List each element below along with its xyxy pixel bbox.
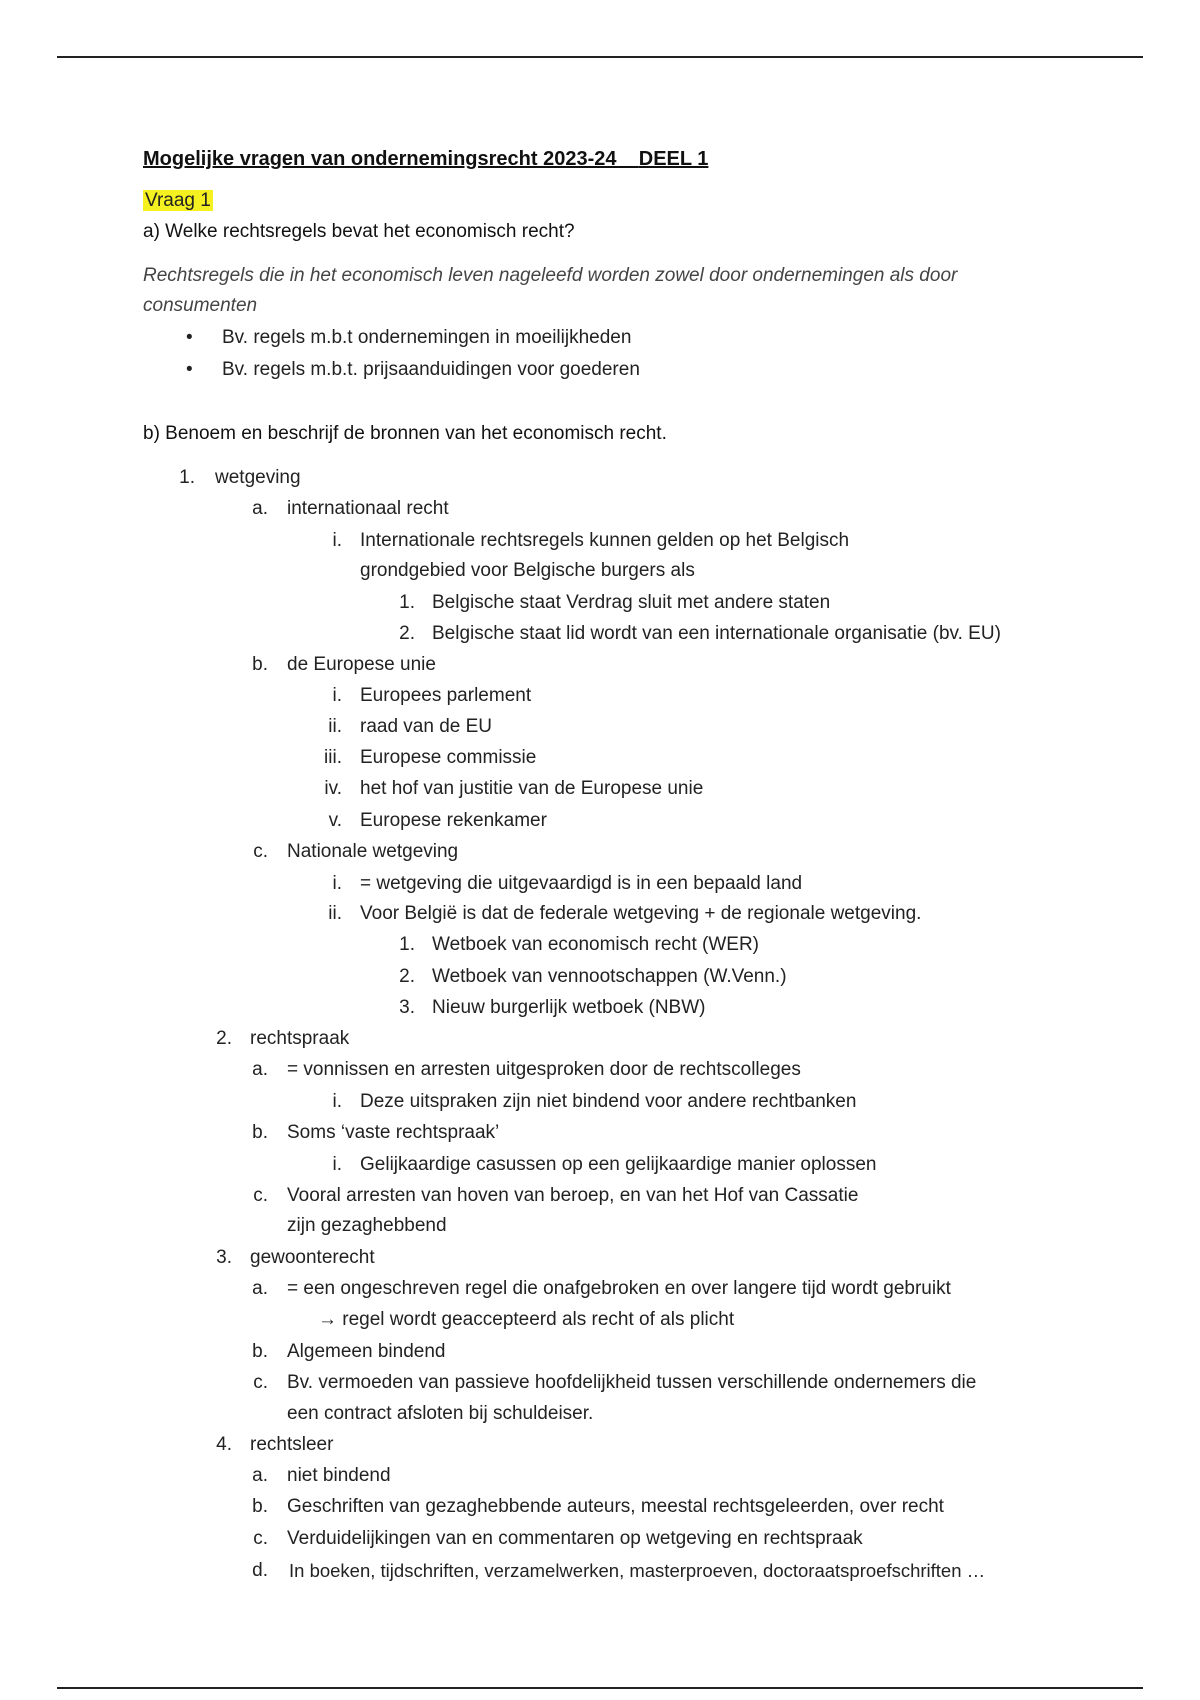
list-number: 1.	[399, 934, 415, 955]
list-item: Algemeen bindend	[287, 1341, 446, 1362]
list-item: de Europese unie	[287, 654, 436, 675]
list-item: Europese rekenkamer	[360, 810, 547, 831]
list-roman: i.	[332, 1154, 342, 1175]
list-item: Vooral arresten van hoven van beroep, en van het Hof van Cassatie	[287, 1185, 859, 1206]
list-letter: a.	[252, 1059, 268, 1080]
source-rechtspraak: rechtspraak	[250, 1028, 350, 1049]
list-item: niet bindend	[287, 1465, 391, 1486]
vraag-label	[143, 189, 213, 213]
list-number: 3.	[399, 997, 415, 1018]
list-letter: a.	[252, 498, 268, 519]
list-item: = vonnissen en arresten uitgesproken door de rechtscolleges	[287, 1059, 801, 1080]
list-item: Nieuw burgerlijk wetboek (NBW)	[432, 997, 706, 1018]
list-roman: ii.	[328, 716, 342, 737]
list-item: Belgische staat Verdrag sluit met andere staten	[432, 592, 831, 613]
list-letter: b.	[252, 1341, 268, 1362]
list-roman: i.	[332, 685, 342, 706]
bullet-icon: •	[186, 359, 193, 380]
list-letter: c.	[253, 841, 268, 862]
list-roman: i.	[332, 1091, 342, 1112]
list-item: Verduidelijkingen van en commentaren op wetgeving en rechtspraak	[287, 1528, 863, 1549]
list-letter: b.	[252, 1122, 268, 1143]
list-roman: iii.	[324, 747, 342, 768]
list-item: Europees parlement	[360, 685, 532, 706]
list-item: Wetboek van economisch recht (WER)	[432, 934, 759, 955]
bullet-icon: •	[186, 327, 193, 348]
list-item: Deze uitspraken zijn niet bindend voor andere rechtbanken	[360, 1091, 857, 1112]
source-wetgeving: wetgeving	[215, 467, 301, 488]
list-letter: c.	[253, 1372, 268, 1393]
list-item-cont: grondgebied voor Belgische burgers als	[360, 560, 695, 581]
list-item: raad van de EU	[360, 716, 493, 737]
list-item: In boeken, tijdschriften, verzamelwerken, masterproeven, doctoraatsproefschriften …	[289, 1560, 986, 1581]
list-letter: a.	[252, 1278, 268, 1299]
list-item: Wetboek van vennootschappen (W.Venn.)	[432, 966, 787, 987]
question-b: b) Benoem en beschrijf de bronnen van het economisch recht.	[143, 423, 667, 444]
list-number: 4.	[216, 1434, 232, 1455]
arrow-line	[318, 1308, 734, 1332]
question-a: a) Welke rechtsregels bevat het economisch recht?	[143, 221, 575, 242]
list-roman: v.	[328, 810, 342, 831]
answer-a-line2: consumenten	[143, 295, 258, 316]
page-title	[143, 147, 708, 171]
list-item: = een ongeschreven regel die onafgebroken en over langere tijd wordt gebruikt	[287, 1278, 951, 1299]
list-item: het hof van justitie van de Europese unie	[360, 778, 704, 799]
list-number: 2.	[399, 623, 415, 644]
list-item: Europese commissie	[360, 747, 537, 768]
list-number: 2.	[399, 966, 415, 987]
arrow-text: regel wordt geaccepteerd als recht of als plicht	[342, 1309, 735, 1330]
list-number: 2.	[216, 1028, 232, 1049]
list-roman: iv.	[324, 778, 342, 799]
list-letter: b.	[252, 1496, 268, 1517]
list-item: Gelijkaardige casussen op een gelijkaardige manier oplossen	[360, 1154, 877, 1175]
list-item: Nationale wetgeving	[287, 841, 459, 862]
list-roman: i.	[332, 530, 342, 551]
list-item-cont: een contract afsloten bij schuldeiser.	[287, 1403, 594, 1424]
arrow-right-icon: →	[318, 1309, 337, 1330]
list-item: Soms ‘vaste rechtspraak’	[287, 1122, 500, 1143]
answer-a-line1: Rechtsregels die in het economisch leven nageleefd worden zowel door ondernemingen als door	[143, 265, 958, 286]
list-item: Belgische staat lid wordt van een internationale organisatie (bv. EU)	[432, 623, 1001, 644]
title-deel: DEEL 1	[638, 148, 709, 170]
bullet-item: Bv. regels m.b.t. prijsaanduidingen voor goederen	[222, 359, 640, 380]
list-letter: d.	[252, 1560, 268, 1581]
bullet-item: Bv. regels m.b.t ondernemingen in moeilijkheden	[222, 327, 632, 348]
list-item: Voor België is dat de federale wetgeving + de regionale wetgeving.	[360, 903, 922, 924]
list-item: Geschriften van gezaghebbende auteurs, meestal rechtsgeleerden, over recht	[287, 1496, 944, 1517]
list-number: 3.	[216, 1247, 232, 1268]
bottom-rule	[57, 1687, 1143, 1689]
title-text: Mogelijke vragen van ondernemingsrecht 2023-24	[143, 148, 617, 170]
list-item: = wetgeving die uitgevaardigd is in een bepaald land	[360, 873, 803, 894]
list-number: 1.	[399, 592, 415, 613]
list-number: 1.	[179, 467, 195, 488]
list-letter: b.	[252, 654, 268, 675]
source-gewoonterecht: gewoonterecht	[250, 1247, 375, 1268]
list-letter: c.	[253, 1185, 268, 1206]
list-item: Bv. vermoeden van passieve hoofdelijkheid tussen verschillende ondernemers die	[287, 1372, 977, 1393]
list-item-cont: zijn gezaghebbend	[287, 1215, 447, 1236]
list-roman: ii.	[328, 903, 342, 924]
vraag-highlight: Vraag 1	[145, 190, 211, 211]
list-letter: a.	[252, 1465, 268, 1486]
top-rule	[57, 56, 1143, 58]
list-item: Internationale rechtsregels kunnen gelden op het Belgisch	[360, 530, 850, 551]
source-rechtsleer: rechtsleer	[250, 1434, 334, 1455]
list-roman: i.	[332, 873, 342, 894]
list-item: internationaal recht	[287, 498, 449, 519]
list-letter: c.	[253, 1528, 268, 1549]
